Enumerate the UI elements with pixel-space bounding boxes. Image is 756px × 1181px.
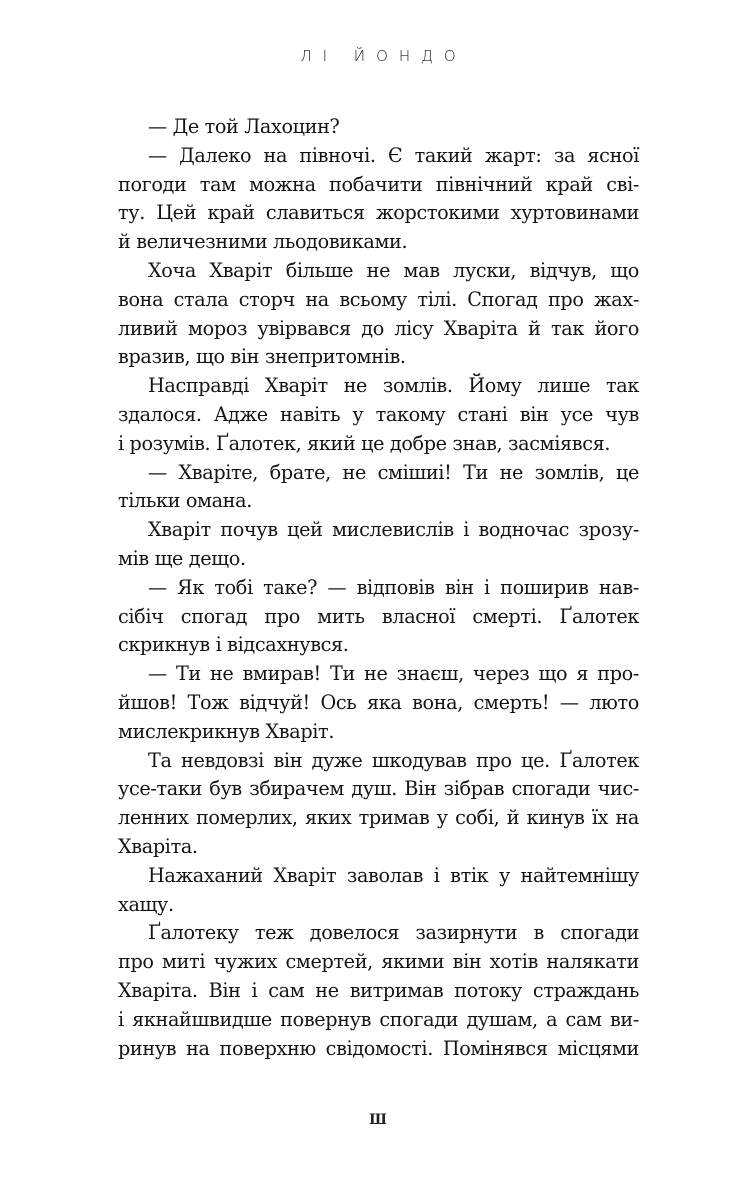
page-number: Ш — [369, 1112, 387, 1128]
text-line: Насправді Хваріт не зомлів. Йому лише так — [148, 374, 639, 398]
text-line: Та невдовзі він дуже шкодував про це. Ґалотек — [148, 748, 639, 772]
text-line: й величезними льодовиками. — [118, 230, 408, 254]
text-line: ринув на поверхню свідомості. Помінявся місцями — [118, 1036, 639, 1060]
text-line: здалося. Адже навіть у такому стані він усе чув — [118, 402, 639, 426]
text-line: і якнайшвидше повернув спогади душам, а сам ви- — [118, 1007, 639, 1031]
text-line: Хоча Хваріт більше не мав луски, відчув, що — [148, 258, 639, 282]
text-line: погоди там можна побачити північний край сві- — [118, 172, 639, 196]
text-line: мів ще дещо. — [118, 546, 246, 570]
text-line: Хваріта. — [118, 834, 198, 858]
text-line: і розумів. Ґалотек, який це добре знав, засміявся. — [118, 431, 611, 455]
text-line: ливий мороз увірвався до лісу Хваріта й так його — [118, 316, 639, 340]
text-line: ленних померлих, яких тримав у собі, й кинув їх на — [118, 806, 639, 830]
text-line: — Далеко на півночі. Є такий жарт: за ясної — [148, 143, 639, 167]
text-line: про миті чужих смертей, якими він хотів налякати — [118, 950, 639, 974]
text-line: Ґалотеку теж довелося зазирнути в спогади — [148, 921, 639, 945]
text-line: Хваріт почув цей мислевислів і водночас зрозу- — [148, 518, 639, 542]
text-line: — Де той Лахоцин? — [148, 115, 340, 138]
text-line: вона стала сторч на всьому тілі. Спогад про жах- — [118, 287, 639, 311]
text-line: хащу. — [118, 892, 174, 916]
text-line: — Хваріте, брате, не смішиi! Ти не зомлів, це — [148, 460, 639, 484]
text-line: ту. Цей край славиться жорстокими хуртовинами — [118, 201, 639, 225]
text-line: скрикнув і відсахнувся. — [118, 633, 349, 657]
text-line: тільки омана. — [118, 489, 252, 513]
text-line: Нажаханий Хваріт заволав і втік у найтемнішу — [148, 863, 639, 887]
text-line: сібіч спогад про мить власної смерті. Ґалотек — [118, 604, 639, 628]
text-line: вразив, що він знепритомнів. — [118, 345, 406, 369]
text-line: — Як тобі таке? — відповів він і поширив нав- — [148, 575, 639, 599]
text-line: йшов! Тож відчуй! Ось яка вона, смерть! — люто — [118, 690, 639, 714]
running-header-author: ЛІ ЙОНДО — [300, 47, 467, 65]
body-text — [118, 113, 639, 1063]
text-line: Хваріта. Він і сам не витримав потоку страждань — [118, 978, 639, 1002]
text-line: — Ти не вмирав! Ти не знаєш, через що я про- — [148, 662, 639, 686]
text-line: мислекрикнув Хваріт. — [118, 719, 335, 743]
text-line: усе-таки був збирачем душ. Він зібрав спогади чис- — [118, 777, 639, 801]
